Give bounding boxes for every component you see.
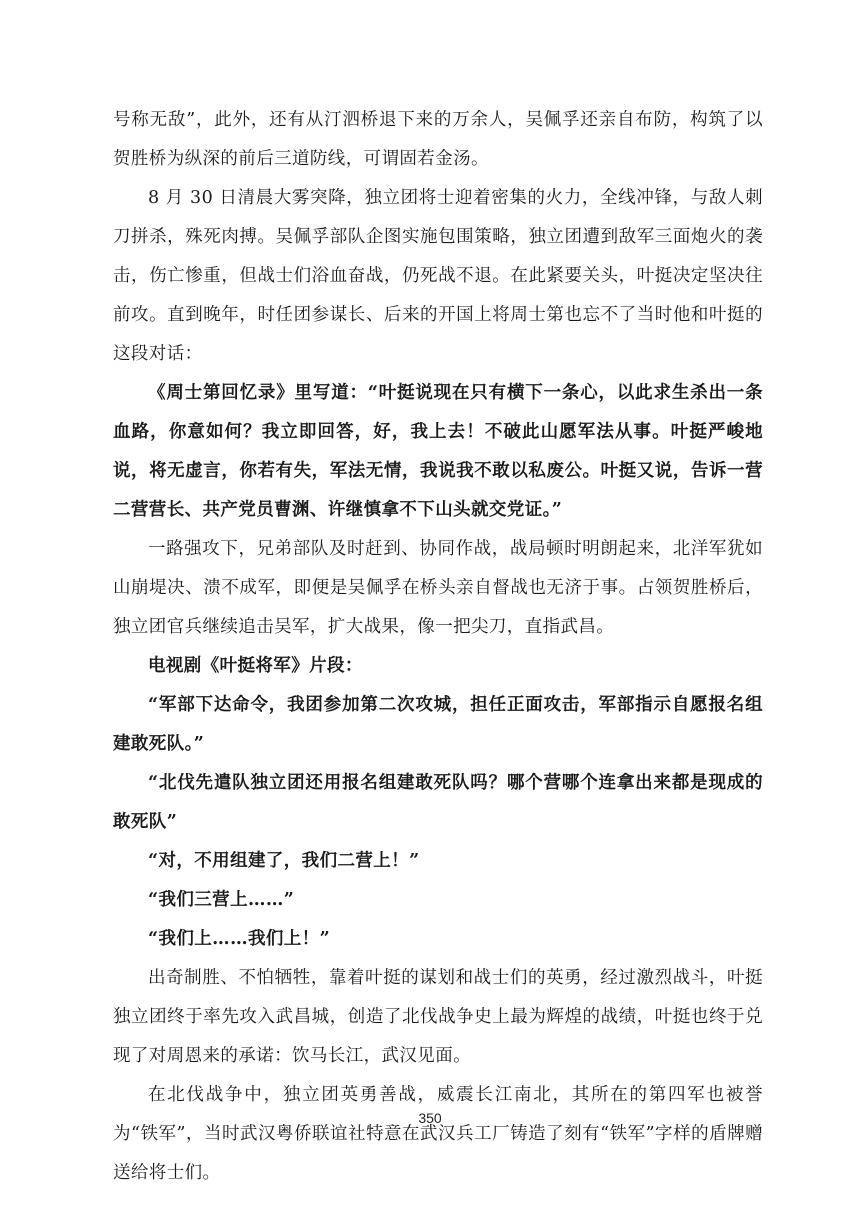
paragraph-11: 出奇制胜、不怕牺牲，靠着叶挺的谋划和战士们的英勇，经过激烈战斗，叶挺独立团终于率先攻入武昌城，创造了北伐战争史上最为辉煌的战绩，叶挺也终于兑现了对周恩来的承诺：饮马长江，武汉见面。: [113, 968, 763, 1066]
paragraph-4: 一路强攻下，兄弟部队及时赶到、协同作战，战局顿时明朗起来，北洋军犹如山崩堤决、溃不成军，即便是吴佩孚在桥头亲自督战也无济于事。占领贺胜桥后，独立团官兵继续追击吴军，扩大战果，像一把尖刀，直指武昌。: [113, 539, 763, 637]
body-text: [113, 101, 763, 1193]
dialogue-line-5: “我们上……我们上！”: [148, 929, 331, 949]
paragraph-12: 在北伐战争中，独立团英勇善战，威震长江南北，其所在的第四军也被誉为“铁军”，当时武汉粤侨联谊社特意在武汉兵工厂铸造了刻有“铁军”字样的盾牌赠送给将士们。: [113, 1085, 763, 1183]
dialogue-line-1: “军部下达命令，我团参加第二次攻城，担任正面攻击，军部指示自愿报名组建敢死队。”: [113, 695, 763, 754]
dialogue-line-4: “我们三营上……”: [148, 890, 295, 910]
dialogue-line-3: “对，不用组建了，我们二营上！”: [148, 851, 420, 871]
paragraph-2: 8 月 30 日清晨大雾突降，独立团将士迎着密集的火力，全线冲锋，与敌人刺刀拼杀，殊死肉搏。吴佩孚部队企图实施包围策略，独立团遭到敌军三面炮火的袭击，伤亡惨重，但战士们浴血奋战，仍死战不退。在此紧要关头，叶挺决定坚决往前攻。直到晚年，时任团参谋长、后来的开国上将周士第也忘不了当时他和叶挺的这段对话：: [113, 188, 763, 364]
tv-drama-heading: 电视剧《叶挺将军》片段：: [148, 656, 363, 676]
memoir-quote: 《周士第回忆录》里写道：“叶挺说现在只有横下一条心，以此求生杀出一条血路，你意如何？我立即回答，好，我上去！不破此山愿军法从事。叶挺严峻地说，将无虚言，你若有失，军法无情，我说我不敢以私废公。叶挺又说，告诉一营二营营长、共产党员曹渊、许继慎拿不下山头就交党证。”: [113, 383, 763, 520]
paragraph-1: 号称无敌”，此外，还有从汀泗桥退下来的万余人，吴佩孚还亲自布防，构筑了以贺胜桥为纵深的前后三道防线，可谓固若金汤。: [113, 110, 763, 169]
dialogue-line-2: “北伐先遣队独立团还用报名组建敢死队吗？哪个营哪个连拿出来都是现成的敢死队”: [113, 773, 763, 832]
page-number: 350: [418, 1110, 442, 1126]
